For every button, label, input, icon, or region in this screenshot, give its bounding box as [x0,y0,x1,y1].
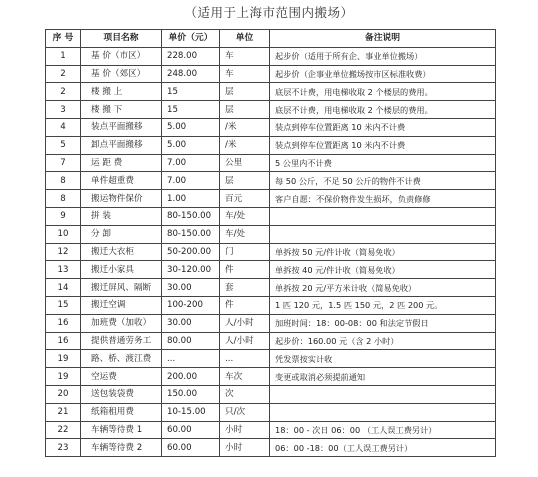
cell-no: 13 [46,261,81,279]
cell-no: 16 [46,314,81,332]
cell-item-name: 运 距 费 [81,154,162,172]
cell-no: 15 [46,296,81,314]
cell-item-name: 卸点平面搬移 [81,136,162,154]
header-unit: 单位 [220,30,270,48]
table-row [46,83,496,101]
cell-item-name: 搬迁小家具 [81,261,162,279]
table-header-row [46,30,496,48]
cell-note: 起步价（适用于所有企、事业单位搬场） [270,47,496,65]
cell-unit: 件 [220,261,270,279]
cell-unit: 公里 [220,154,270,172]
cell-item-name: 单件超重费 [81,172,162,190]
header-no: 序 号 [46,30,81,48]
cell-note: 1 匹 120 元，1.5 匹 150 元，2 匹 200 元。 [270,296,496,314]
cell-unit-price: 10-15.00 [162,403,220,421]
table-row [46,403,496,421]
cell-unit-price: 7.00 [162,154,220,172]
cell-note [270,385,496,403]
cell-note: 起步价：160.00 元（含 2 小时） [270,332,496,350]
cell-item-name: 拼 装 [81,207,162,225]
cell-unit: 小时 [220,421,270,439]
table-row [46,118,496,136]
table-row [46,439,496,457]
cell-item-name: 搬迁屏风、隔断 [81,279,162,297]
cell-item-name: 搬迁空调 [81,296,162,314]
cell-unit: 人/小时 [220,314,270,332]
cell-unit-price: 50-200.00 [162,243,220,261]
cell-unit: 百元 [220,190,270,208]
cell-no: 5 [46,136,81,154]
cell-unit-price: 5.00 [162,118,220,136]
cell-note: 06：00 -18：00（工人误工费另计） [270,439,496,457]
table-row [46,154,496,172]
cell-no: 9 [46,207,81,225]
cell-unit: 层 [220,83,270,101]
cell-note: 5 公里内不计费 [270,154,496,172]
table-row [46,261,496,279]
table-row [46,172,496,190]
cell-no: 7 [46,154,81,172]
cell-note: 每 50 公斤，不足 50 公斤的物件不计费 [270,172,496,190]
cell-no: 16 [46,332,81,350]
cell-item-name: 搬运物件保价 [81,190,162,208]
cell-note: 18：00 - 次日 06：00 （工人误工费另计） [270,421,496,439]
cell-no: 12 [46,243,81,261]
cell-unit-price: 150.00 [162,385,220,403]
cell-no: 3 [46,101,81,119]
cell-note: 凭发票按实计收 [270,350,496,368]
table-row [46,65,496,83]
table-row [46,190,496,208]
cell-note: 单拆按 20 元/平方米计收（简易免收） [270,279,496,297]
cell-unit: 件 [220,296,270,314]
cell-item-name: 路、桥、渡江费 [81,350,162,368]
cell-unit-price: 100-200 [162,296,220,314]
cell-item-name: 装点平面搬移 [81,118,162,136]
table-row [46,279,496,297]
cell-unit-price: 60.00 [162,421,220,439]
table-row [46,101,496,119]
cell-no: 14 [46,279,81,297]
cell-no: 10 [46,225,81,243]
cell-no: 1 [46,47,81,65]
header-note: 备注说明 [270,30,496,48]
cell-note: 起步价（企事业单位搬场按市区标准收费） [270,65,496,83]
fee-table [45,29,496,457]
cell-note: 加班时间：18：00-08：00 和法定节假日 [270,314,496,332]
table-row [46,296,496,314]
table-row [46,136,496,154]
cell-no: 19 [46,350,81,368]
cell-item-name: 楼 搬 上 [81,83,162,101]
cell-note: 变更或取消必须提前通知 [270,368,496,386]
cell-no: 8 [46,172,81,190]
cell-item-name: 送包装袋费 [81,385,162,403]
cell-note: 装点到停车位置距离 10 米内不计费 [270,118,496,136]
page-title: （适用于上海市范围内搬场） [184,5,354,20]
cell-item-name: 楼 搬 下 [81,101,162,119]
cell-no: 8 [46,190,81,208]
cell-item-name: 纸箱租用费 [81,403,162,421]
cell-note: 底层不计费，用电梯收取 2 个楼层的费用。 [270,83,496,101]
cell-no: 4 [46,118,81,136]
cell-unit: 人/小时 [220,332,270,350]
cell-unit: 车 [220,47,270,65]
cell-no: 19 [46,368,81,386]
table-row [46,332,496,350]
table-row [46,350,496,368]
cell-unit-price: 15 [162,101,220,119]
cell-unit-price: 30-120.00 [162,261,220,279]
cell-unit: /米 [220,118,270,136]
cell-unit-price: 200.00 [162,368,220,386]
cell-no: 22 [46,421,81,439]
cell-item-name: 车辆等待费 1 [81,421,162,439]
cell-item-name: 搬迁大衣柜 [81,243,162,261]
cell-unit: 次 [220,385,270,403]
table-row [46,207,496,225]
cell-unit-price: 80-150.00 [162,225,220,243]
cell-unit: 只/次 [220,403,270,421]
header-item-name: 项目名称 [81,30,162,48]
table-row [46,47,496,65]
cell-unit: 车/处 [220,225,270,243]
cell-unit-price: 248.00 [162,65,220,83]
cell-unit-price: 7.00 [162,172,220,190]
cell-note: 底层不计费，用电梯收取 2 个楼层的费用。 [270,101,496,119]
cell-unit-price: 15 [162,83,220,101]
cell-item-name: 提供普通劳务工 [81,332,162,350]
cell-unit: 车/处 [220,207,270,225]
cell-unit: /米 [220,136,270,154]
cell-note [270,225,496,243]
table-row [46,385,496,403]
cell-no: 2 [46,65,81,83]
cell-unit: ... [220,350,270,368]
cell-note [270,207,496,225]
cell-unit: 门 [220,243,270,261]
cell-unit-price: 30.00 [162,279,220,297]
table-row [46,314,496,332]
cell-item-name: 空运费 [81,368,162,386]
table-row [46,243,496,261]
cell-no: 20 [46,385,81,403]
cell-unit: 车次 [220,368,270,386]
cell-unit: 车 [220,65,270,83]
cell-no: 23 [46,439,81,457]
cell-note: 单拆按 50 元/件计收（简易免收） [270,243,496,261]
table-row [46,421,496,439]
table-row [46,225,496,243]
cell-unit: 层 [220,172,270,190]
cell-note [270,403,496,421]
cell-no: 2 [46,83,81,101]
cell-item-name: 基 价（郊区） [81,65,162,83]
cell-note: 客户自愿：不保价物件发生损坏，负责修修 [270,190,496,208]
cell-item-name: 基 价（市区） [81,47,162,65]
cell-unit-price: 30.00 [162,314,220,332]
cell-unit: 层 [220,101,270,119]
table-row [46,368,496,386]
cell-unit-price: 1.00 [162,190,220,208]
cell-item-name: 车辆等待费 2 [81,439,162,457]
cell-unit-price: 228.00 [162,47,220,65]
cell-item-name: 分 卸 [81,225,162,243]
cell-unit: 套 [220,279,270,297]
cell-no: 21 [46,403,81,421]
cell-item-name: 加班费（加收） [81,314,162,332]
cell-unit-price: 60.00 [162,439,220,457]
cell-unit-price: 80-150.00 [162,207,220,225]
cell-unit-price: 80.00 [162,332,220,350]
cell-note: 装点到停车位置距离 10 米内不计费 [270,136,496,154]
cell-unit: 小时 [220,439,270,457]
header-unit-price: 单价（元） [162,30,220,48]
cell-note: 单拆按 40 元/件计收（简易免收） [270,261,496,279]
cell-unit-price: ... [162,350,220,368]
cell-unit-price: 5.00 [162,136,220,154]
